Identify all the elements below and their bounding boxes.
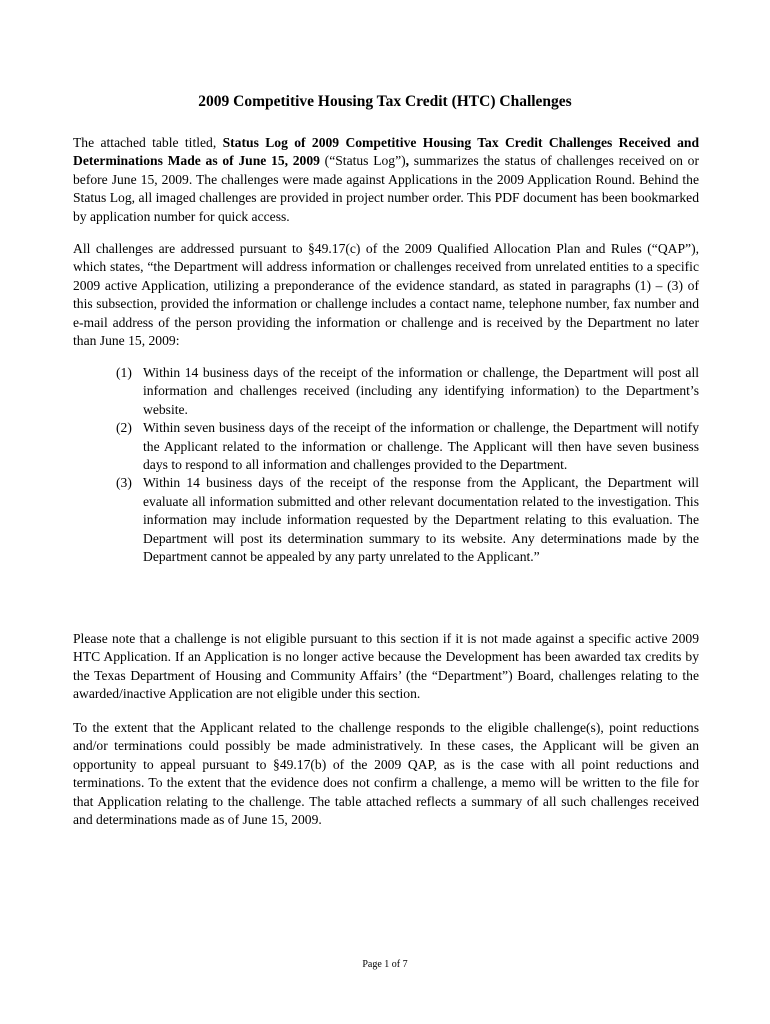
intro-rest: summarizes the status of challenges received on or before June 15, 2009. The challenges were made against Applications in the 2009 Application Round. Behind the Status Log, all imaged challenges are provided in project number order. This PDF document has been bookmarked by application number for quick access. (73, 153, 699, 224)
intro-paragraph (73, 134, 699, 226)
list-item (116, 474, 699, 566)
status-log-alias: (“Status Log”) (319, 153, 406, 169)
list-item (116, 419, 699, 474)
list-number: (2) (116, 420, 132, 436)
list-text: Within seven business days of the receipt of the information or challenge, the Department will notify the Applicant related to the information or challenge. The Applicant will then have seven business days to respond to all information and challenges provided to the Department. (143, 420, 699, 473)
procedure-list (116, 364, 699, 566)
status-log-title: Status Log of 2009 Competitive Housing Tax Credit Challenges Received and Determinations Made as of June 15, 2009 (73, 135, 700, 169)
list-number: (3) (116, 475, 132, 491)
page-footer: Page 1 of 7 (362, 959, 408, 970)
appeal-paragraph: To the extent that the Applicant related to the challenge responds to the eligible challenge(s), point reductions and/or terminations could possibly be made administratively. In these cases, the Applicant will be given an opportunity to appeal pursuant to §49.17(b) of the 2009 QAP, as is the case with all point reductions and terminations. To the extent that the evidence does not confirm a challenge, a memo will be written to the file for that Application relating to the challenge. The table attached reflects a summary of all such challenges received and determinations made as of June 15, 2009. (73, 720, 699, 828)
intro-text: The attached table titled, (73, 135, 223, 150)
qap-paragraph: All challenges are addressed pursuant to §49.17(c) of the 2009 Qualified Allocation Plan and Rules (“QAP”), which states, “the Department will address information or challenges received from unrelated entities to a specific 2009 active Application, utilizing a preponderance of the evidence standard, as stated in paragraphs (1) – (3) of this subsection, provided the information or challenge includes a contact name, telephone number, fax number and e-mail address of the person providing the information or challenge and is received by the Department no later than June 15, 2009: (73, 241, 699, 349)
list-text: Within 14 business days of the receipt of the response from the Applicant, the Department will evaluate all information submitted and other relevant documentation related to the investigation. This information may include information requested by the Department relating to this evaluation. The Department will post its determination summary to its website. Any determinations made by the Department cannot be appealed by any party unrelated to the Applicant.” (143, 475, 699, 565)
bold-comma: , (405, 153, 410, 169)
eligibility-paragraph: Please note that a challenge is not eligible pursuant to this section if it is not made against a specific active 2009 HTC Application. If an Application is no longer active because the Development has been awarded tax credits by the Texas Department of Housing and Community Affairs’ (the “Department”) Board, challenges relating to the awarded/inactive Application are not eligible under this section. (73, 631, 699, 702)
page-title: 2009 Competitive Housing Tax Credit (HTC) Challenges (198, 93, 572, 110)
list-number: (1) (116, 365, 132, 380)
list-item (116, 364, 699, 419)
list-text: Within 14 business days of the receipt of the information or challenge, the Department will post all information and challenges received (including any identifying information) to the Department’s website. (143, 365, 699, 417)
